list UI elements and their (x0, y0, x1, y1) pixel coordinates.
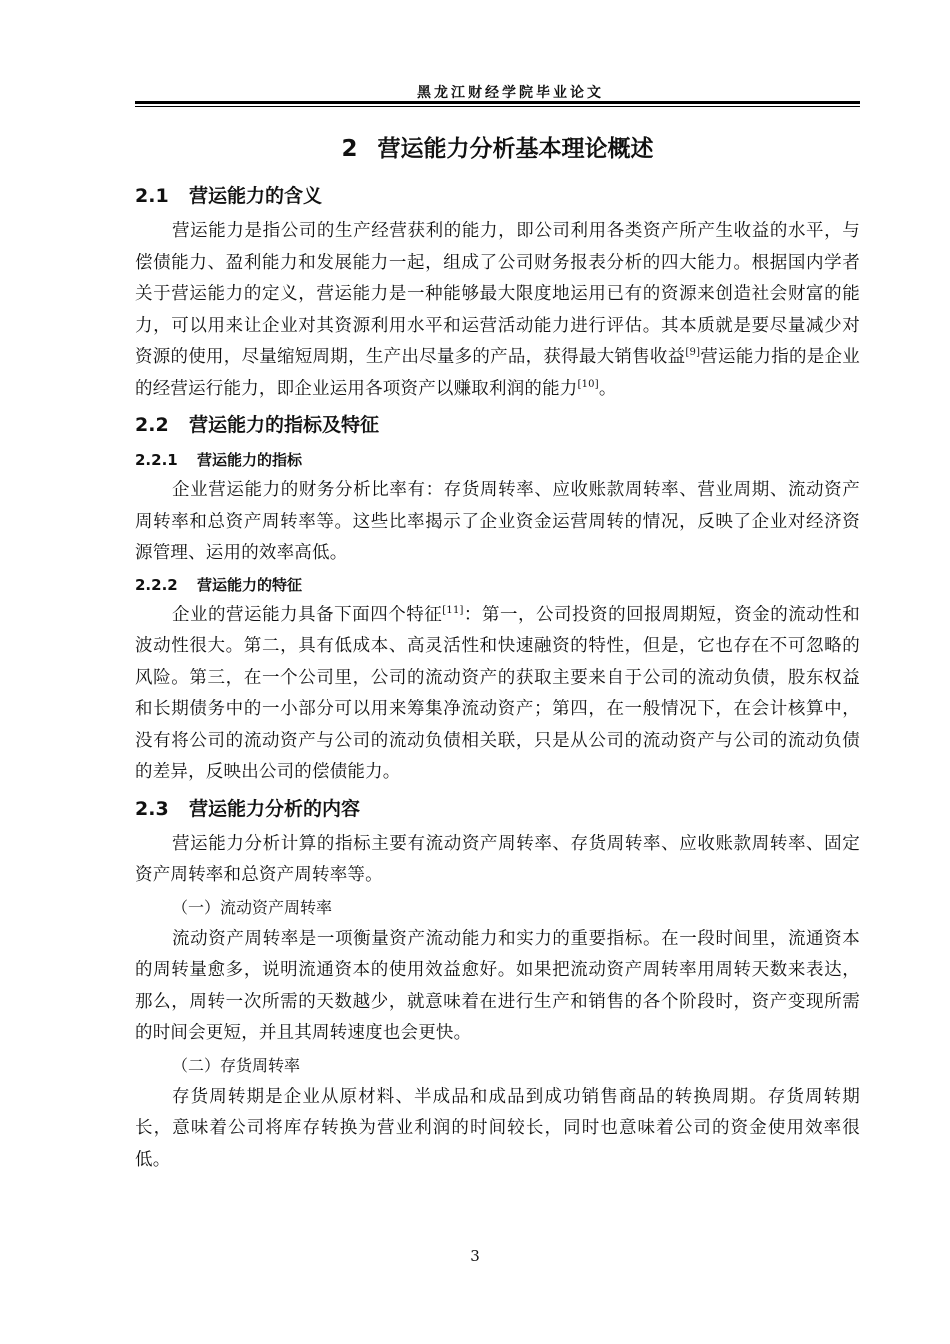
paragraph-text: 营运能力是指公司的生产经营获利的能力，即公司利用各类资产所产生收益的水平，与偿债能力、盈利能力和发展能力一起，组成了公司财务报表分析的四大能力。根据国内学者关于营运能力的定义，营运能力是一种能够最大限度地运用已有的资源来创造社会财富的能力，可以用来让企业对其资源利用水平和运营活动能力进行评估。其本质就是要尽量减少对资源的使用，尽量缩短周期，生产出尽量多的产品，获得最大销售收益 (135, 221, 860, 367)
paragraph-text: 营运能力指的是企业的经营运行能力，即企业运用各项资产以赚取利润的能力 (135, 347, 860, 399)
page-body (135, 128, 860, 1176)
subsection-heading-2-2-2 (135, 570, 860, 600)
subsection-title: 营运能力的特征 (197, 575, 303, 594)
section-heading-2-1 (135, 176, 860, 216)
subsection-number: 2.2.2 (135, 575, 178, 594)
header-rule-thick (135, 101, 860, 104)
list-subheading: （一）流动资产周转率 (172, 897, 333, 917)
section-number: 2.3 (135, 797, 169, 820)
section-number: 2.1 (135, 185, 169, 207)
paragraph-text: ：第一，公司投资的回报周期短，资金的流动性和波动性很大。第二，具有低成本、高灵活性和快速融资的特性，但是，它也存在不可忽略的风险。第三，在一个公司里，公司的流动资产的获取主要来自于公司的流动负债，股东权益和长期债务中的一小部分可以用来筹集净流动资产；第四，在一般情况下，在会计核算中，没有将公司的流动资产与公司的流动负债相关联，只是从公司的流动资产与公司的流动负债的差异，反映出公司的偿债能力。 (135, 604, 861, 782)
citation: [11] (442, 604, 464, 616)
subsection-title: 营运能力的指标 (197, 451, 303, 469)
paragraph-text: 企业的营运能力具备下面四个特征 (172, 604, 443, 625)
section-heading-2-2 (135, 405, 860, 445)
paragraph (135, 216, 860, 405)
paragraph-text: 。 (598, 378, 617, 399)
list-subheading: （二）存货周转率 (172, 1055, 301, 1075)
chapter-title-text: 营运能力分析基本理论概述 (377, 136, 654, 162)
section-heading-2-3 (135, 789, 860, 829)
paragraph: 企业营运能力的财务分析比率有：存货周转率、应收账款周转率、营业周期、流动资产周转率和总资产周转率等。这些比率揭示了企业资金运营周转的情况，反映了企业对经济资源管理、运用的效率高低。 (135, 480, 860, 563)
header-rule-thin (135, 106, 860, 107)
section-number: 2.2 (135, 414, 169, 436)
paragraph: 营运能力分析计算的指标主要有流动资产周转率、存货周转率、应收账款周转率、固定资产周转率和总资产周转率等。 (135, 833, 860, 885)
section-title: 营运能力的含义 (189, 185, 323, 207)
section-title: 营运能力的指标及特征 (189, 414, 380, 436)
chapter-title (135, 128, 860, 170)
paragraph (135, 600, 860, 789)
citation: [9] (685, 347, 701, 358)
paragraph: 流动资产周转率是一项衡量资产流动能力和实力的重要指标。在一段时间里，流通资本的周转量愈多，说明流通资本的使用效益愈好。如果把流动资产周转率用周转天数来表达，那么，周转一次所需的天数越少，就意味着在进行生产和销售的各个阶段时，资产变现所需的时间会更短，并且其周转速度也会更快。 (135, 928, 860, 1043)
citation: [10] (577, 378, 599, 390)
running-header: 黑龙江财经学院毕业论文 (417, 85, 604, 101)
subsection-heading-2-2-1 (135, 445, 860, 475)
page-number: 3 (470, 1247, 480, 1265)
section-title: 营运能力分析的内容 (189, 797, 361, 820)
paragraph: 存货周转期是企业从原材料、半成品和成品到成功销售商品的转换周期。存货周转期长，意味着公司将库存转换为营业利润的时间较长，同时也意味着公司的资金使用效率很低。 (135, 1086, 860, 1170)
chapter-number: 2 (341, 136, 358, 162)
subsection-number: 2.2.1 (135, 451, 178, 469)
